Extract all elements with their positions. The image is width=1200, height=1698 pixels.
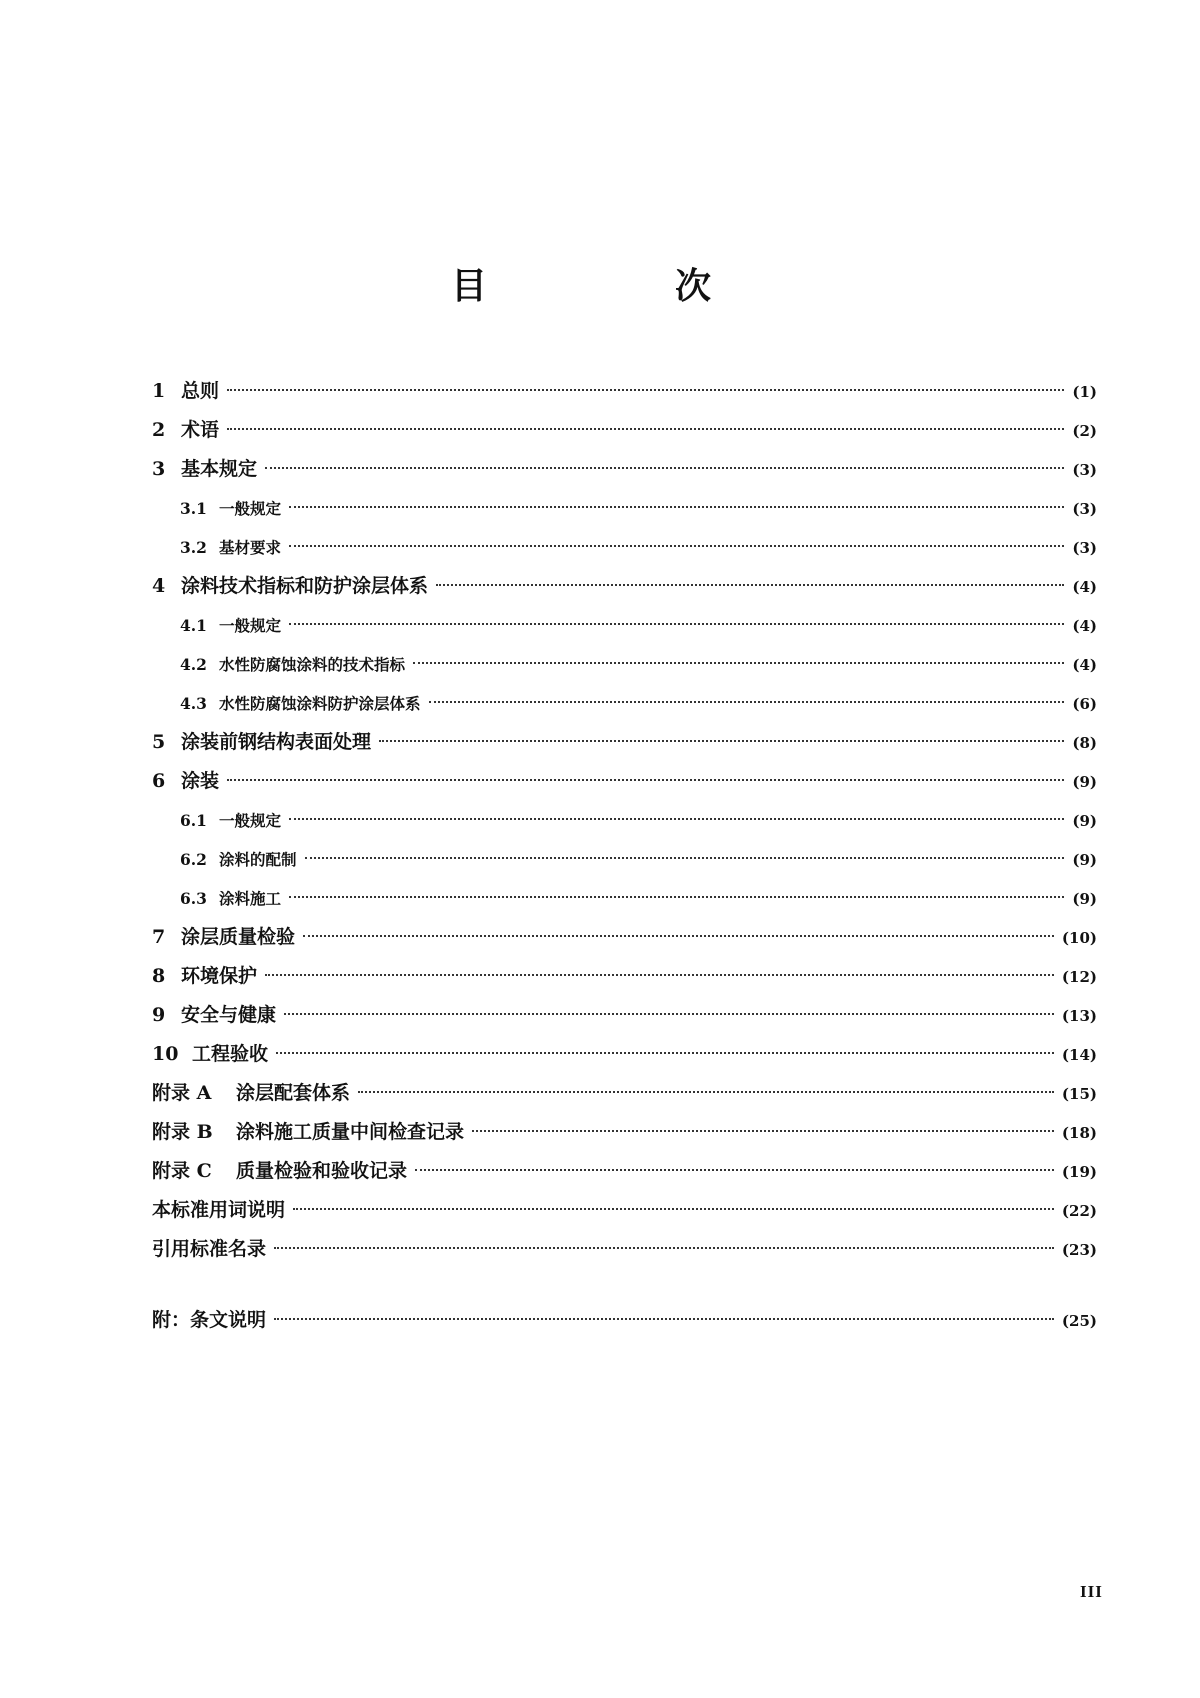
dot-leader <box>227 389 1064 391</box>
toc-entry[interactable] <box>152 1074 1097 1113</box>
toc-entry-title: 附：条文说明 <box>152 1309 267 1331</box>
dot-leader <box>274 1247 1054 1249</box>
toc-entry-number: 1 <box>152 380 166 402</box>
toc-entry-number: 附录 B <box>152 1121 213 1143</box>
toc-entry-title: 安全与健康 <box>181 1004 277 1026</box>
toc-entry-page: (14) <box>1061 1046 1097 1064</box>
toc-entry-page: (4) <box>1072 656 1097 674</box>
dot-leader <box>415 1169 1054 1171</box>
toc-entry[interactable] <box>152 723 1097 762</box>
toc-subentry[interactable] <box>152 645 1097 684</box>
toc-entry[interactable] <box>152 567 1097 606</box>
toc-entry[interactable] <box>152 1230 1097 1269</box>
toc-entry-title: 本标准用词说明 <box>152 1199 286 1221</box>
toc-entry-page: (3) <box>1072 461 1097 479</box>
toc-entry-title: 术语 <box>181 419 220 441</box>
toc-entry-title: 涂料的配制 <box>219 850 297 869</box>
toc-entry-number: 4.3 <box>180 694 207 713</box>
toc-entry-number: 附录 A <box>152 1082 212 1104</box>
toc-entry[interactable] <box>152 1035 1097 1074</box>
toc-entry-page: (15) <box>1061 1085 1097 1103</box>
dot-leader <box>227 779 1064 781</box>
toc-entry-page: (3) <box>1072 500 1097 518</box>
dot-leader <box>227 428 1064 430</box>
toc-entry-title: 一般规定 <box>219 811 282 830</box>
toc-entry-page: (10) <box>1061 929 1097 947</box>
dot-leader <box>265 467 1064 469</box>
toc-entry[interactable] <box>152 411 1097 450</box>
toc-entry-title: 工程验收 <box>192 1043 269 1065</box>
toc-entry-page: (9) <box>1072 851 1097 869</box>
toc-entry-page: (12) <box>1061 968 1097 986</box>
toc-entry-number: 2 <box>152 419 166 441</box>
dot-leader <box>289 818 1064 820</box>
page-number: III <box>1080 1582 1103 1601</box>
toc-subentry[interactable] <box>152 528 1097 567</box>
toc-entry-title: 基材要求 <box>219 538 282 557</box>
toc-entry-page: (23) <box>1061 1241 1097 1259</box>
dot-leader <box>429 701 1065 703</box>
toc-entry-number: 6.1 <box>180 811 207 830</box>
toc-subentry[interactable] <box>152 606 1097 645</box>
toc-entry-number: 3.1 <box>180 499 207 518</box>
toc-entry-number: 附录 C <box>152 1160 212 1182</box>
toc-entry-title: 涂料施工质量中间检查记录 <box>236 1121 465 1143</box>
toc-entry[interactable] <box>152 918 1097 957</box>
dot-leader <box>472 1130 1054 1132</box>
toc-entry-number: 5 <box>152 731 166 753</box>
toc-entry-number: 6 <box>152 770 166 792</box>
toc-entry-page: (8) <box>1072 734 1097 752</box>
toc-entry-number: 4.2 <box>180 655 207 674</box>
toc-entry-title: 涂层配套体系 <box>236 1082 351 1104</box>
toc-entry-number: 10 <box>152 1043 179 1065</box>
toc-entry-number: 3 <box>152 458 166 480</box>
toc-entry-title: 基本规定 <box>181 458 258 480</box>
toc-entry-title: 涂装 <box>181 770 220 792</box>
toc-entry[interactable] <box>152 1152 1097 1191</box>
toc-entry[interactable] <box>152 762 1097 801</box>
dot-leader <box>413 662 1064 664</box>
toc-subentry[interactable] <box>152 801 1097 840</box>
toc-subentry[interactable] <box>152 489 1097 528</box>
toc-entry-page: (22) <box>1061 1202 1097 1220</box>
dot-leader <box>284 1013 1054 1015</box>
page-title: 目 次 <box>450 265 787 307</box>
toc-entry-number: 7 <box>152 926 166 948</box>
toc-entry-page: (18) <box>1061 1124 1097 1142</box>
toc-entry-page: (9) <box>1072 890 1097 908</box>
toc-entry-number: 9 <box>152 1004 166 1026</box>
toc-entry[interactable] <box>152 1113 1097 1152</box>
toc-entry-title: 环境保护 <box>181 965 258 987</box>
dot-leader <box>289 623 1064 625</box>
dot-leader <box>303 935 1054 937</box>
toc-entry-title: 水性防腐蚀涂料防护涂层体系 <box>219 694 421 713</box>
dot-leader <box>276 1052 1054 1054</box>
toc-entry-number: 6.2 <box>180 850 207 869</box>
toc-subentry[interactable] <box>152 879 1097 918</box>
toc-entry-page: (1) <box>1072 383 1097 401</box>
toc-entry-page: (4) <box>1072 578 1097 596</box>
toc-entry[interactable] <box>152 1191 1097 1230</box>
toc-entry-page: (2) <box>1072 422 1097 440</box>
toc-entry-number: 6.3 <box>180 889 207 908</box>
dot-leader <box>379 740 1064 742</box>
table-of-contents <box>152 372 1097 1340</box>
toc-entry-page: (13) <box>1061 1007 1097 1025</box>
toc-entry[interactable] <box>152 372 1097 411</box>
toc-entry[interactable] <box>152 996 1097 1035</box>
toc-entry-number: 4 <box>152 575 166 597</box>
toc-entry-title: 一般规定 <box>219 499 282 518</box>
dot-leader <box>289 506 1064 508</box>
toc-entry-title: 涂料施工 <box>219 889 282 908</box>
toc-entry-title: 质量检验和验收记录 <box>236 1160 408 1182</box>
dot-leader <box>289 545 1064 547</box>
dot-leader <box>436 584 1064 586</box>
toc-entry-number: 8 <box>152 965 166 987</box>
toc-entry-page: (6) <box>1072 695 1097 713</box>
toc-entry-title: 涂料技术指标和防护涂层体系 <box>181 575 429 597</box>
toc-entry[interactable] <box>152 1301 1097 1340</box>
dot-leader <box>358 1091 1054 1093</box>
toc-entry-title: 涂层质量检验 <box>181 926 296 948</box>
toc-entry-page: (19) <box>1061 1163 1097 1181</box>
toc-entry-page: (9) <box>1072 773 1097 791</box>
dot-leader <box>305 857 1065 859</box>
toc-subentry[interactable] <box>152 684 1097 723</box>
toc-entry-number: 4.1 <box>180 616 207 635</box>
dot-leader <box>293 1208 1054 1210</box>
toc-subentry[interactable] <box>152 840 1097 879</box>
dot-leader <box>289 896 1064 898</box>
dot-leader <box>274 1318 1054 1320</box>
toc-entry-title: 涂装前钢结构表面处理 <box>181 731 372 753</box>
toc-entry[interactable] <box>152 957 1097 996</box>
toc-entry-page: (25) <box>1061 1312 1097 1330</box>
toc-entry-title: 水性防腐蚀涂料的技术指标 <box>219 655 406 674</box>
toc-entry-title: 一般规定 <box>219 616 282 635</box>
dot-leader <box>265 974 1054 976</box>
toc-entry-page: (3) <box>1072 539 1097 557</box>
toc-entry-number: 3.2 <box>180 538 207 557</box>
toc-entry-title: 引用标准名录 <box>152 1238 267 1260</box>
toc-entry-page: (9) <box>1072 812 1097 830</box>
toc-entry-page: (4) <box>1072 617 1097 635</box>
toc-entry-title: 总则 <box>181 380 220 402</box>
toc-entry[interactable] <box>152 450 1097 489</box>
